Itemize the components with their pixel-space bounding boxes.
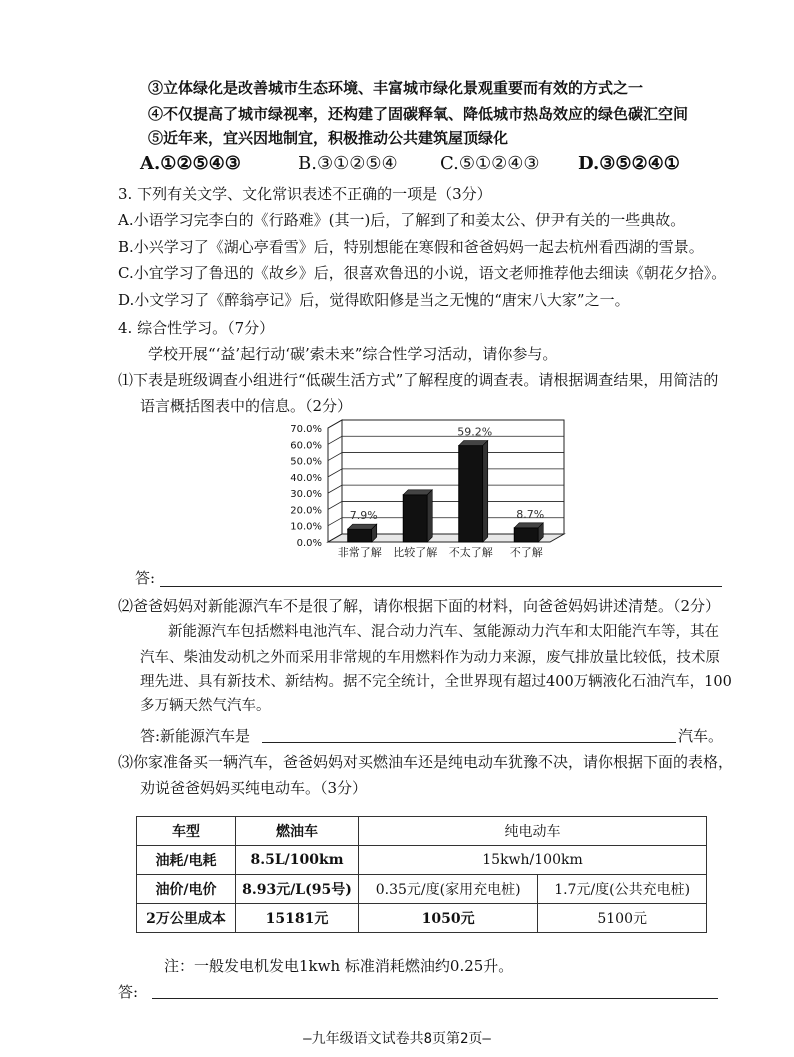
choice-b[interactable]: B.③①②⑤④ [298,153,398,174]
final-answer-label: 答: [118,983,139,1001]
q4-part1-line1: ⑴下表是班级调查小组进行“低碳生活方式”了解程度的调查表。请根据调查结果，用简洁的 [118,371,719,389]
part2-answer-suffix: 汽车。 [678,727,724,745]
y-tick-label: 60.0% [290,440,322,452]
p2-text-4: 多万辆天然气汽车。 [140,698,271,714]
p2-text-1: 新能源汽车包括燃料电池汽车、混合动力汽车、氢能源动力汽车和太阳能汽车等，其在 [168,624,719,640]
header-car-type: 车型 [137,817,236,846]
row-label-cost: 2万公里成本 [137,904,236,933]
bar-side [483,441,488,542]
q3-option-a: A.小语学习完李白的《行路难》(其一)后，了解到了和姜太公、伊尹有关的一些典故。 [118,211,686,229]
y-tick-label: 20.0% [290,505,322,517]
q4-part3-line2: 劝说爸爸妈妈买纯电动车。（3分） [140,779,368,797]
header-fuel-car: 燃油车 [236,817,359,846]
bar-side [427,490,432,542]
row-label-consumption: 油耗/电耗 [137,846,236,875]
p2-text-3: 理先进、具有新技术、新结构。据不完全统计，全世界现有超过400万辆液化石油汽车，100 [140,674,732,690]
q3-stem: 3. 下列有关文学、文化常识表述不正确的一项是（3分） [118,185,492,203]
chart-side-wall [328,420,342,542]
q4-intro: 学校开展“‘益’起行动‘碳’索未来”综合性学习活动，请你参与。 [148,345,558,363]
cell-fuel-consumption: 8.5L/100km [236,846,359,875]
y-tick-label: 70.0% [290,424,322,435]
option-sentence-3: ③立体绿化是改善城市生态环境、丰富城市绿化景观重要而有效的方式之一 [148,79,644,97]
table-row [137,904,707,933]
bar [403,495,427,542]
q4-part2-stem: ⑵爸爸妈妈对新能源汽车不是很了解，请你根据下面的材料，向爸爸妈妈讲述清楚。（2分） [118,597,721,615]
x-category-label: 非常了解 [337,546,382,559]
y-tick-label: 50.0% [290,456,322,468]
y-tick-label: 0.0% [296,538,322,549]
header-ev: 纯电动车 [359,817,707,846]
table-header-row [137,817,707,846]
choice-a[interactable]: A.①②⑤④③ [140,153,241,174]
row-label-price: 油价/电价 [137,875,236,904]
table-row [137,875,707,904]
cell-ev-home-cost: 1050元 [359,904,538,933]
q3-option-c: C.小宜学习了鲁迅的《故乡》后，很喜欢鲁迅的小说，语文老师推荐他去细读《朝花夕拾》。 [118,264,727,282]
q4-part3-line1: ⑶你家准备买一辆汽车，爸爸妈妈对买燃油车还是纯电动车犹豫不决，请你根据下面的表格， [118,753,734,771]
y-tick-label: 30.0% [290,489,322,501]
q3-option-d: D.小文学习了《醉翁亭记》后，觉得欧阳修是当之无愧的“唐宋八大家”之一。 [118,291,630,309]
bar [514,528,538,542]
part2-answer-prefix: 答:新能源汽车是 [140,727,251,745]
car-cost-table [136,816,707,933]
bar [348,529,372,542]
final-answer-line[interactable] [152,998,718,999]
x-category-label: 不了解 [509,546,543,559]
choice-d[interactable]: D.③⑤②④① [578,153,680,174]
option-sentence-5: ⑤近年来，宜兴因地制宜，积极推动公共建筑屋顶绿化 [148,129,509,147]
option-sentence-4: ④不仅提高了城市绿视率，还构建了固碳释氧、降低城市热岛效应的绿色碳汇空间 [148,105,689,123]
x-category-label: 比较了解 [393,546,438,559]
cell-ev-public-cost: 5100元 [538,904,707,933]
y-tick-label: 10.0% [290,521,322,533]
choice-c[interactable]: C.⑤①②④③ [440,153,540,174]
part1-answer-line[interactable] [160,586,722,587]
q4-stem: 4. 综合性学习。（7分） [118,319,275,337]
bar-data-label: 7.9% [349,509,378,523]
cell-ev-home-price: 0.35元/度(家用充电桩) [359,875,538,904]
bar [459,446,483,542]
part1-answer-label: 答: [135,569,156,587]
x-category-label: 不太了解 [448,546,493,559]
cell-ev-public-price: 1.7元/度(公共充电桩) [538,875,707,904]
table-row [137,846,707,875]
page-footer: —九年级语文试卷共8页第2页— [303,1031,491,1047]
part2-answer-line[interactable] [262,742,676,743]
q3-option-b: B.小兴学习了《湖心亭看雪》后，特别想能在寒假和爸爸妈妈一起去杭州看西湖的雪景。 [118,238,704,256]
table-note: 注：一般发电机发电1kwh 标准消耗燃油约0.25升。 [164,957,514,975]
cell-fuel-cost: 15181元 [236,904,359,933]
bar-data-label: 59.2% [457,425,493,439]
cell-fuel-price: 8.93元/L(95号) [236,875,359,904]
p2-text-2: 汽车、柴油发动机之外而采用非常规的车用燃料作为动力来源，废气排放量比较低，技术原 [140,650,720,666]
q4-part1-line2: 语言概括图表中的信息。（2分） [140,397,353,415]
survey-bar-chart [280,418,580,560]
bar-data-label: 8.7% [516,507,545,521]
cell-ev-consumption: 15kwh/100km [359,846,707,875]
y-tick-label: 40.0% [290,472,322,484]
